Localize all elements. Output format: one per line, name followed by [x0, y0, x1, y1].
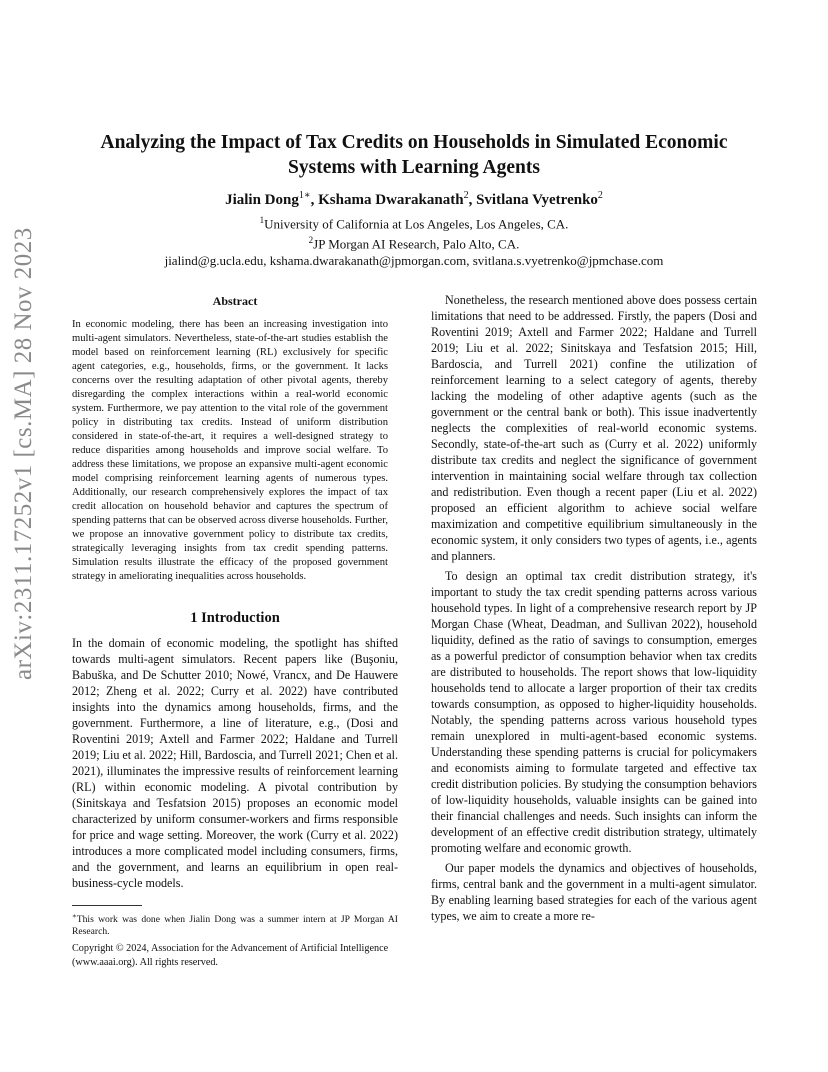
author-mark: 2	[597, 190, 603, 201]
author-mark: 1∗	[298, 190, 311, 201]
footnote-divider	[72, 905, 142, 906]
paper-title: Analyzing the Impact of Tax Credits on Households in Simulated Economic Systems with Learning Agents	[100, 132, 728, 178]
footnote-text: This work was done when Jialin Dong was a summer intern at JP Morgan AI Research.	[72, 914, 398, 938]
intro-paragraph: Our paper models the dynamics and objectives of households, firms, central bank and the government in a multi-agent simulator. By enabling learning based strategies for each of the various agent types, we aim to create a more re-	[431, 861, 757, 923]
author-name: Svitlana Vyetrenko	[476, 192, 598, 208]
author-name: Jialin Dong	[225, 192, 299, 208]
section-heading-introduction: 1 Introduction	[190, 610, 280, 626]
footnote-mark: ∗	[72, 912, 77, 920]
left-column	[72, 294, 398, 969]
abstract-text: In economic modeling, there has been an increasing investigation into multi-agent simulators. Nevertheless, state-of-the-art studies establish the model based on reinforcement learning (RL) exclusively for specific agent categories, e.g., households, firms, or the government. It lacks concerns over the resulting adaptation of other pivotal agents, thereby disregarding the complex interactions within a real-world economic system. Furthermore, we pay attention to the vital role of the government policy in distributing tax credits. Instead of uniform distribution considered in state-of-the-art, it requires a well-designed strategy to reduce disparities among households and improve social welfare. To address these limitations, we propose an expansive multi-agent economic model comprising reinforcement learning agents of numerous types. Additionally, our research comprehensively explores the impact of tax credit allocation on household behavior and captures the spectrum of spending patterns that can be observed across diverse households. Further, we propose an innovative government policy to distribute tax credits, strategically leveraging insights from tax credit spending patterns. Simulation results illustrate the efficacy of the proposed government strategy in ameliorating inequalities across households.	[72, 319, 388, 582]
affiliation-text: JP Morgan AI Research, Palo Alto, CA.	[313, 236, 520, 252]
intro-paragraph: To design an optimal tax credit distribution strategy, it's important to study the tax credit spending patterns across various household types. In light of a comprehensive research report by JP Morgan Chase (Wheat, Deadman, and Sullivan 2022), household liquidity, defined as the ratio of savings to consumption, emerges as a powerful predictor of consumption behavior when tax credits are distributed to households. The report shows that low-liquidity households tend to allocate a larger proportion of their tax credits towards consumption, as opposed to higher-liquidity households. Notably, the spending patterns across various household types remain unexplored in multi-agent-based economic systems. Understanding these spending patterns is crucial for policymakers and economists aiming to formulate targeted and effective tax credit distribution policies. By studying the consumption behaviors of low-liquidity households, valuable insights can be gained into their financial challenges and needs. Such insights can inform the development of an effective credit distribution strategy, ultimately promoting welfare and economic growth.	[431, 569, 757, 855]
affiliation-line	[90, 212, 738, 232]
author-mark: 2	[463, 190, 469, 201]
author-name: Kshama Dwarakanath	[318, 192, 464, 208]
author-emails: jialind@g.ucla.edu, kshama.dwarakanath@jpmorgan.com, svitlana.s.vyetrenko@jpmchase.com	[164, 252, 664, 268]
intro-paragraph: In the domain of economic modeling, the spotlight has shifted towards multi-agent simulators. Recent papers like (Buşoniu, Babuška, and De Schutter 2010; Nowé, Vrancx, and De Hauwere 2012; Zheng et al. 2022; Curry et al. 2022) have contributed insights into the dynamics among households, firms, and the government. Furthermore, a line of literature, e.g., (Dosi and Roventini 2019; Axtell and Farmer 2022; Haldane and Turrell 2019; Liu et al. 2022; Hill, Bardoscia, and Turrell 2021; Chen et al. 2021), illuminates the impressive results of reinforcement learning (RL) within economic modeling. A pivotal contribution by (Sinitskaya and Tesfatsion 2015) proposes an economic model characterized by uniform consumer-workers and firms responsible for price and wage setting. Moreover, the work (Curry et al. 2022) introduces a more complicated model including consumers, firms, and the government, and learns an equilibrium in open real-business-cycle models.	[72, 636, 398, 890]
affiliation-mark: 2	[308, 235, 314, 246]
affiliation-line	[90, 232, 738, 252]
arxiv-side-stamp: arXiv:2311.17252v1 [cs.MA] 28 Nov 2023	[10, 227, 37, 680]
intro-paragraph: Nonetheless, the research mentioned above does possess certain limitations that need to be addressed. Firstly, the papers (Dosi and Roventini 2019; Axtell and Farmer 2022; Haldane and Turrell 2019; Liu et al. 2022; Sinitskaya and Tesfatsion 2015; Hill, Bardoscia, and Turrell 2021) confine the utilization of reinforcement learning to a select category of agents, thereby lacking the modeling of other adaptive agents (such as the government or the central bank or both). This issue inadvertently neglects the complexities of real-world economic systems. Secondly, state-of-the-art such as (Curry et al. 2022) uniformly distribute tax credits and neglect the significance of government intervention in maintaining social welfare through tax collection and redistribution. Even though a recent paper (Liu et al. 2022) proposed an efficient algorithm to achieve social welfare maximization and competitive equilibrium simultaneously in the economic system, it only considers two types of agents, i.e., agents and planners.	[431, 293, 757, 563]
affiliation-text: University of California at Los Angeles, Los Angeles, CA.	[264, 216, 569, 232]
affiliations	[90, 212, 738, 269]
footnote	[72, 910, 398, 938]
author-list: Jialin Dong$^{1∗}$, Kshama Dwarakanath$^2$, Svitlana Vyetrenko$^2$	[225, 190, 603, 208]
right-column	[431, 292, 757, 924]
copyright-notice: Copyright © 2024, Association for the Advancement of Artificial Intelligence (www.aaai.org). All rights reserved.	[72, 943, 389, 968]
affiliation-mark: 1	[259, 215, 265, 225]
abstract-heading: Abstract	[212, 294, 258, 308]
